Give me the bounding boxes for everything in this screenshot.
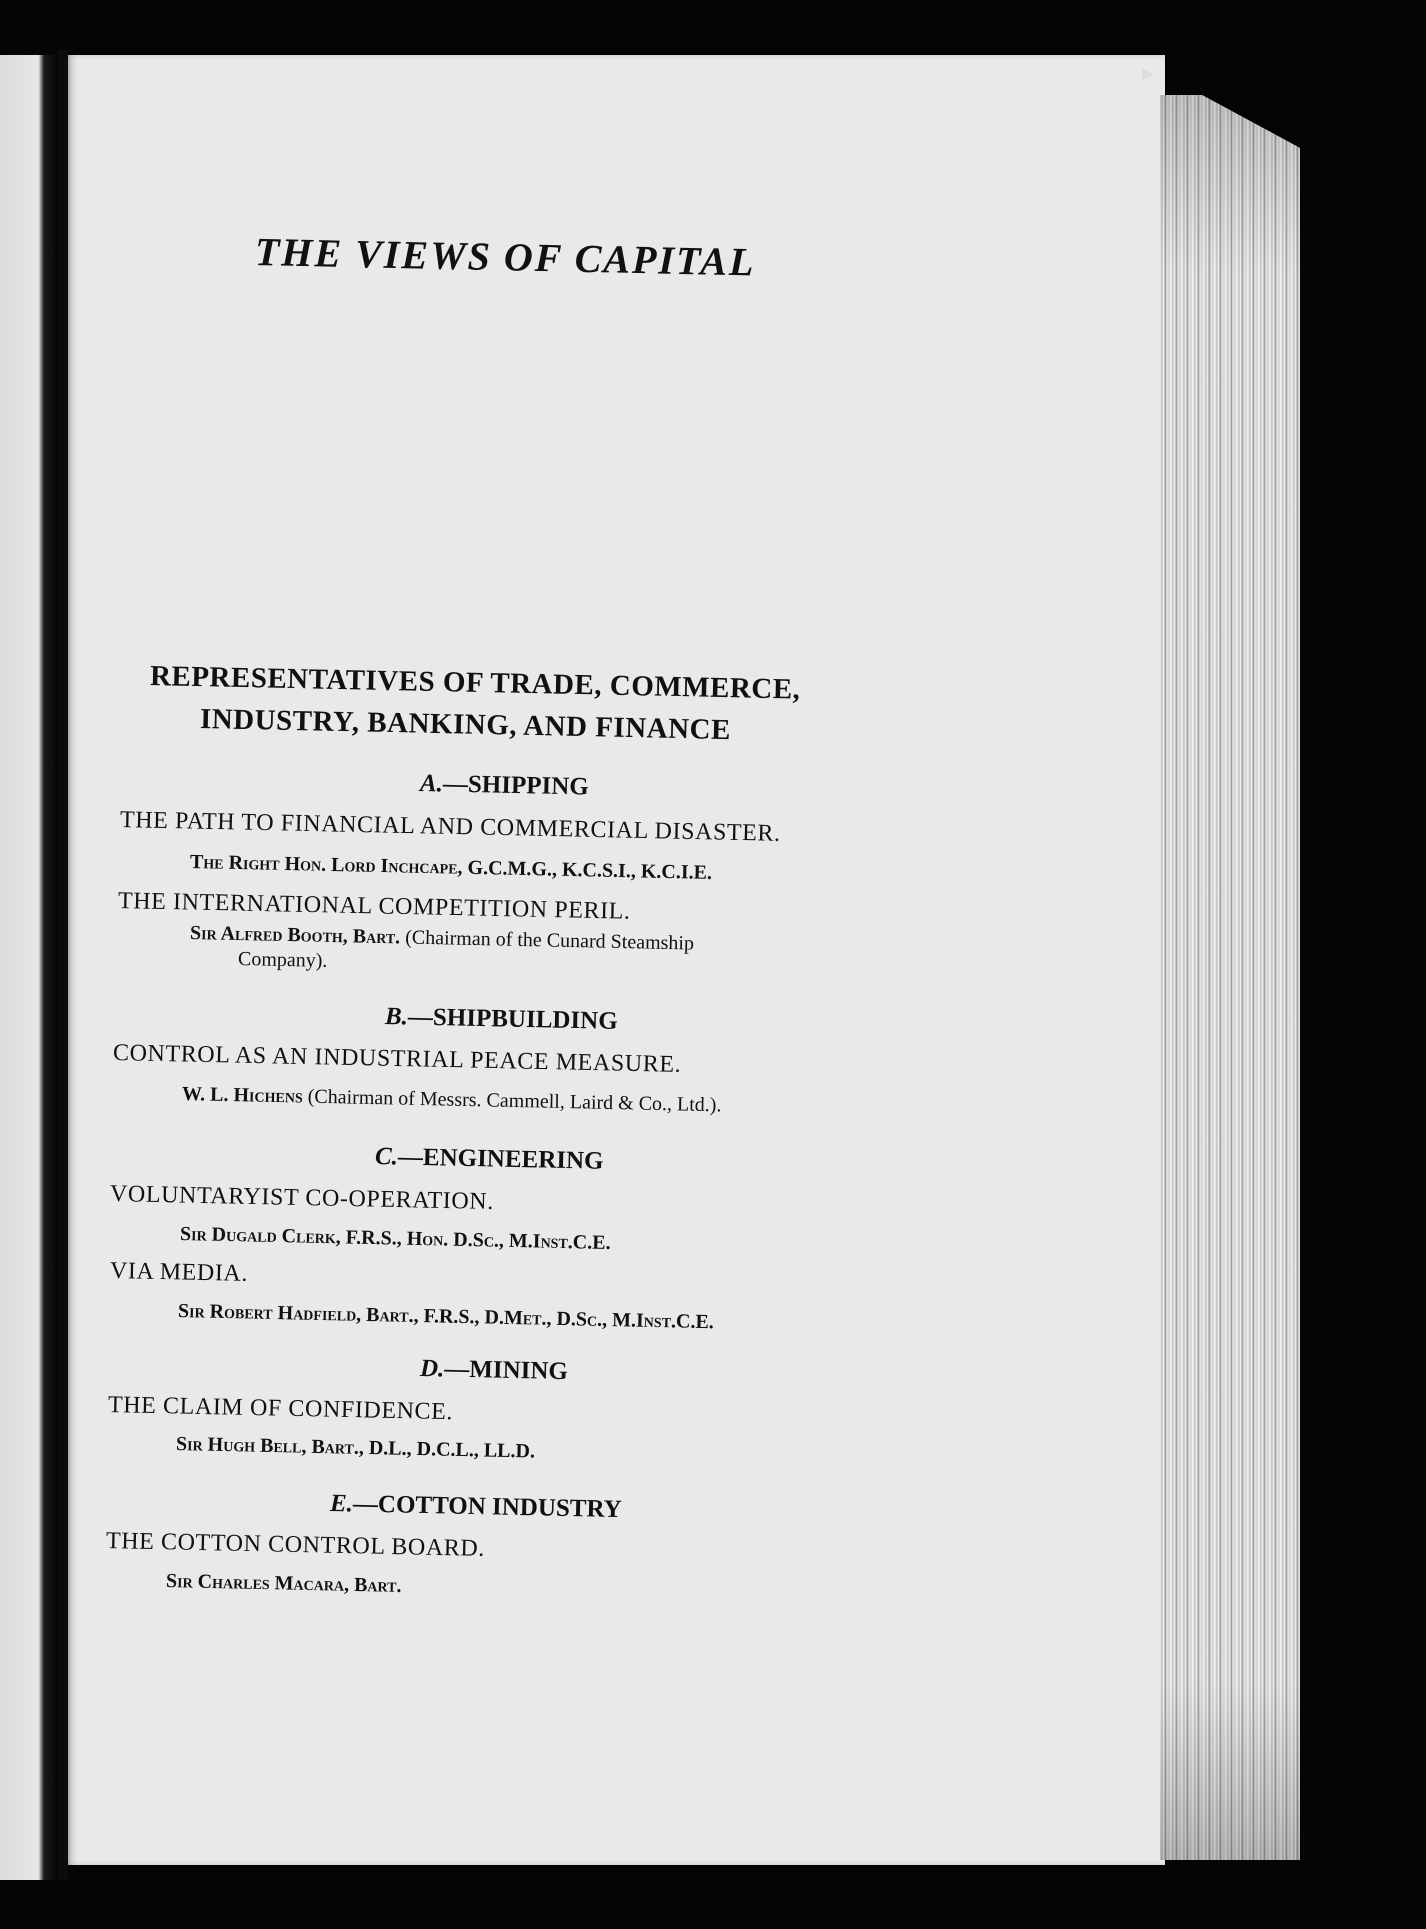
section-name: —SHIPPING bbox=[442, 770, 590, 801]
section-letter: A. bbox=[419, 770, 444, 798]
page-edges-shade bbox=[1160, 95, 1300, 1860]
author-note: (Chairman of Messrs. Cammell, Laird & Co., Ltd.). bbox=[307, 1085, 722, 1117]
section-letter: E. bbox=[329, 1490, 354, 1518]
heading-line-2: INDUSTRY, BANKING, AND FINANCE bbox=[199, 703, 732, 747]
article-title: THE INTERNATIONAL COMPETITION PERIL. bbox=[117, 888, 631, 925]
section-letter: B. bbox=[384, 1003, 409, 1031]
article-title: THE CLAIM OF CONFIDENCE. bbox=[107, 1392, 454, 1426]
author-name: W. L. Hichens bbox=[181, 1083, 303, 1108]
section-heading-engineering bbox=[375, 1143, 604, 1176]
section-heading-shipbuilding bbox=[385, 1003, 618, 1036]
section-letter: C. bbox=[374, 1143, 399, 1171]
author-note-continued bbox=[238, 948, 328, 973]
section-name: —ENGINEERING bbox=[397, 1143, 604, 1175]
author-name: Sir Charles Macara, Bart. bbox=[165, 1570, 402, 1597]
section-name: —MINING bbox=[444, 1355, 569, 1386]
heading-line-1: REPRESENTATIVES OF TRADE, COMMERCE, bbox=[149, 660, 801, 706]
author-note: (Chairman of the Cunard Steamship bbox=[404, 926, 695, 955]
section-name: —COTTON INDUSTRY bbox=[352, 1490, 623, 1524]
section-letter: D. bbox=[419, 1355, 445, 1383]
author-name: The Right Hon. Lord Inchcape, G.C.M.G., K.C.S.I., K.C.I.E. bbox=[189, 851, 713, 884]
scan-mark: ▶ bbox=[1142, 64, 1155, 83]
article-title: THE PATH TO FINANCIAL AND COMMERCIAL DISASTER. bbox=[119, 807, 781, 847]
left-page-edge bbox=[0, 55, 55, 1880]
section-heading-mining bbox=[420, 1355, 568, 1386]
section-name: —SHIPBUILDING bbox=[407, 1003, 618, 1035]
author-name: Sir Alfred Booth, Bart. bbox=[189, 922, 401, 949]
author-name: Sir Hugh Bell, Bart., D.L., D.C.L., LL.D. bbox=[175, 1433, 536, 1463]
article-title: VOLUNTARYIST CO-OPERATION. bbox=[109, 1181, 495, 1216]
article-title: CONTROL AS AN INDUSTRIAL PEACE MEASURE. bbox=[112, 1040, 682, 1078]
page-title: THE VIEWS OF CAPITAL bbox=[254, 229, 756, 285]
book-gutter bbox=[58, 50, 68, 1880]
author-name: Sir Robert Hadfield, Bart., F.R.S., D.Met., D.Sc., M.Inst.C.E. bbox=[177, 1300, 715, 1334]
author-name: Sir Dugald Clerk, F.R.S., Hon. D.Sc., M.Inst.C.E. bbox=[179, 1223, 611, 1255]
section-heading-shipping bbox=[420, 770, 589, 802]
article-title: VIA MEDIA. bbox=[109, 1258, 249, 1287]
author-note: Company). bbox=[237, 948, 328, 972]
article-title: THE COTTON CONTROL BOARD. bbox=[105, 1528, 486, 1562]
